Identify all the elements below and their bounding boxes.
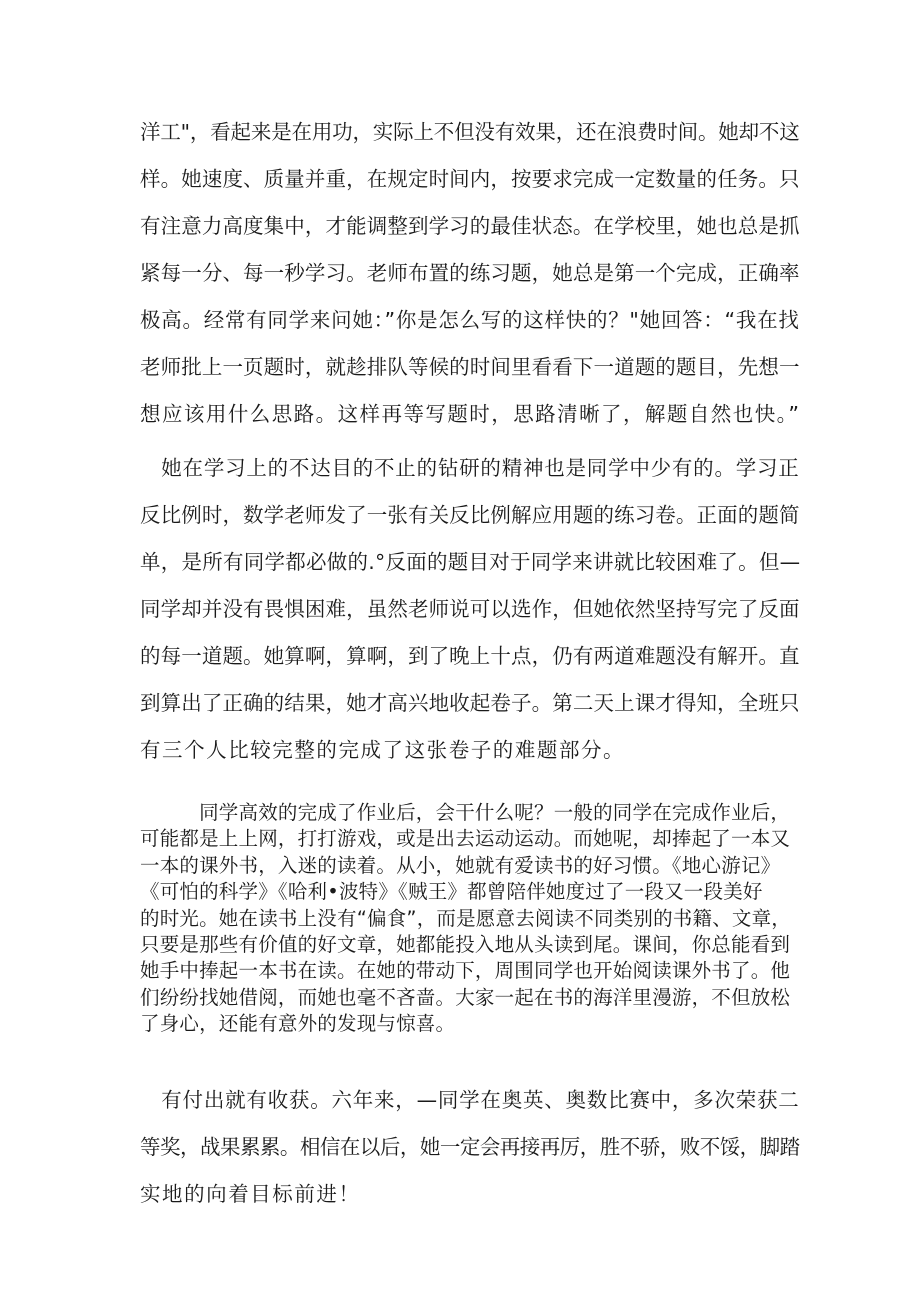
text-line: 想应该用什么思路。这样再等写题时，思路清晰了，解题自然也快。” <box>140 402 801 426</box>
text-line: 洋工"，看起来是在用功，实际上不但没有效果，还在浪费时间。她却不这 <box>140 120 800 144</box>
text-line: 可能都是上上网，打打游戏，或是出去运动运动。而她呢，却捧起了一本又 <box>140 827 791 851</box>
text-line: 们纷纷找她借阅，而她也毫不吝啬。大家一起在书的海洋里漫游，不但放松 <box>140 985 791 1009</box>
text-line: 有三个人比较完整的完成了这张卷子的难题部分。 <box>140 738 626 762</box>
paragraph-achievements <box>140 1077 800 1218</box>
text-line: 有注意力高度集中，才能调整到学习的最佳状态。在学校里，她也总是抓 <box>140 214 800 238</box>
text-line: 只要是那些有价值的好文章，她都能投入地从头读到尾。课间，你总能看到 <box>140 932 791 956</box>
text-line: 老师批上一页题时，就趁排队等候的时间里看看下一道题的题目，先想一 <box>140 355 800 379</box>
text-line: 等奖，战果累累。相信在以后，她一定会再接再厉，胜不骄，败不馁，脚踏 <box>140 1135 800 1159</box>
text-line: 《可怕的科学》《哈利•波特》《贼王》都曾陪伴她度过了一段又一段美好 <box>140 880 763 904</box>
text-line: 她在学习上的不达目的不止的钻研的精神也是同学中少有的。学习正 <box>140 456 800 480</box>
text-line: 同学高效的完成了作业后，会干什么呢？一般的同学在完成作业后， <box>140 801 791 824</box>
text-line: 一本的课外书，入迷的读着。从小，她就有爱读书的好习惯。《地心游记》 <box>140 853 781 877</box>
text-line: 到算出了正确的结果，她才高兴地收起卷子。第二天上课才得知，全班只 <box>140 691 800 715</box>
text-line: 同学却并没有畏惧困难，虽然老师说可以选作，但她依然坚持写完了反面 <box>140 597 800 621</box>
text-line: 紧每一分、每一秒学习。老师布置的练习题，她总是第一个完成，正确率 <box>140 261 800 285</box>
text-line: 样。她速度、质量并重，在规定时间内，按要求完成一定数量的任务。只 <box>140 167 800 191</box>
text-line: 极高。经常有同学来问她：”你是怎么写的这样快的？"她回答：“我在找 <box>140 308 800 332</box>
text-line: 实地的向着目标前进！ <box>140 1182 361 1206</box>
text-line: 的时光。她在读书上没有“偏食”，而是愿意去阅读不同类别的书籍、文章， <box>140 906 792 930</box>
text-line: 了身心，还能有意外的发现与惊喜。 <box>140 1012 456 1036</box>
paragraph-continuation <box>140 109 800 438</box>
paragraph-reading-habit <box>140 800 800 1038</box>
text-line: 的每一道题。她算啊，算啊，到了晚上十点，仍有两道难题没有解开。直 <box>140 644 800 668</box>
text-line: 有付出就有收获。六年来，—同学在奥英、奥数比赛中，多次荣获二 <box>140 1088 800 1112</box>
text-line: 单，是所有同学都必做的.°反面的题目对于同学来讲就比较困难了。但— <box>140 550 801 574</box>
paragraph-study-spirit <box>140 445 800 774</box>
text-line: 她手中捧起一本书在读。在她的带动下，周围同学也开始阅读课外书了。他 <box>140 959 791 983</box>
text-line: 反比例时，数学老师发了一张有关反比例解应用题的练习卷。正面的题简 <box>140 503 800 527</box>
